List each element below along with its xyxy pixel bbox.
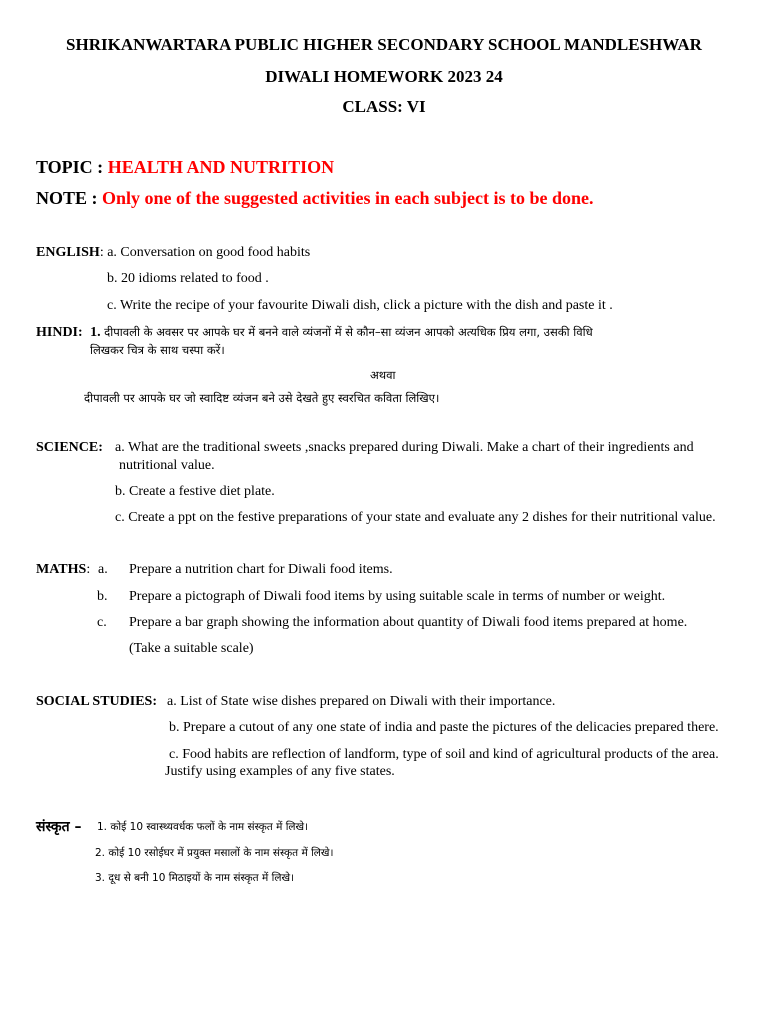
note-value: Only one of the suggested activities in each subject is to be done. xyxy=(102,188,594,208)
hindi-line-3: दीपावली पर आपके घर जो स्वादिष्ट व्यंजन बने उसे देखते हुए स्वरचित कविता लिखिए। xyxy=(84,391,440,405)
topic-label: TOPIC : xyxy=(36,157,104,177)
hindi-line-1: दीपावली के अवसर पर आपके घर में बनने वाले व्यंजनों में से कौन–सा व्यंजन आपको अत्यधिक प्रिय लगा, उसकी विधि xyxy=(104,325,593,339)
english-label: ENGLISH xyxy=(36,245,100,260)
maths-item-b: Prepare a pictograph of Diwali food items by using suitable scale in terms of number or weight. xyxy=(129,589,666,604)
maths-label: MATHS xyxy=(36,562,87,577)
hindi-label: HINDI: xyxy=(36,325,83,340)
social-item-c-cont: Justify using examples of any five states. xyxy=(165,764,395,779)
english-item-c: c. Write the recipe of your favourite Diwali dish, click a picture with the dish and paste it . xyxy=(107,298,613,313)
science-item-a-cont: nutritional value. xyxy=(119,458,215,473)
maths-item-c: Prepare a bar graph showing the information about quantity of Diwali food items prepared at home. xyxy=(129,615,688,630)
english-item-a: : a. Conversation on good food habits xyxy=(99,245,311,260)
science-item-c: c. Create a ppt on the festive preparations of your state and evaluate any 2 dishes for their nutritional value. xyxy=(115,510,716,525)
maths-label-line: MATHS: xyxy=(36,562,91,577)
science-section xyxy=(36,440,103,456)
note-line xyxy=(36,188,594,209)
science-item-a: a. What are the traditional sweets ,snacks prepared during Diwali. Make a chart of their ingredients and xyxy=(115,440,694,455)
class-label: CLASS: VI xyxy=(342,97,426,116)
maths-item-c-letter: c. xyxy=(97,615,107,630)
science-item-b: b. Create a festive diet plate. xyxy=(115,484,275,499)
maths-note: (Take a suitable scale) xyxy=(129,641,254,656)
homework-title: DIWALI HOMEWORK 2023 24 xyxy=(265,67,503,86)
topic-line xyxy=(36,157,334,178)
hindi-or: अथवा xyxy=(370,368,396,382)
english-item-b: b. 20 idioms related to food . xyxy=(107,271,269,286)
sanskrit-label: संस्कृत – xyxy=(36,819,82,835)
maths-item-b-letter: b. xyxy=(97,589,108,604)
hindi-number: 1. xyxy=(90,325,101,340)
hindi-section xyxy=(36,325,593,341)
sanskrit-item-2: 2. कोई 10 रसोईघर में प्रयुक्त मसालों के नाम संस्कृत में लिखे। xyxy=(95,847,334,859)
sanskrit-item-1: 1. कोई 10 स्वास्थ्यवर्धक फलों के नाम संस्कृत में लिखे। xyxy=(97,821,309,833)
social-item-c: c. Food habits are reflection of landform, type of soil and kind of agricultural products of the area. xyxy=(169,747,719,762)
note-label: NOTE : xyxy=(36,188,98,208)
social-item-a: a. List of State wise dishes prepared on Diwali with their importance. xyxy=(167,694,556,709)
english-section xyxy=(36,245,310,261)
topic-value: HEALTH AND NUTRITION xyxy=(107,157,335,177)
maths-item-a: Prepare a nutrition chart for Diwali food items. xyxy=(129,562,393,577)
school-name: SHRIKANWARTARA PUBLIC HIGHER SECONDARY SCHOOL MANDLESHWAR xyxy=(66,35,702,54)
social-item-b: b. Prepare a cutout of any one state of india and paste the pictures of the delicacies prepared there. xyxy=(169,720,719,735)
social-section xyxy=(36,694,157,710)
science-label: SCIENCE: xyxy=(36,440,103,455)
maths-item-a-letter: a. xyxy=(98,562,108,577)
social-label: SOCIAL STUDIES: xyxy=(36,694,157,709)
hindi-line-2: लिखकर चित्र के साथ चस्पा करें। xyxy=(90,343,225,357)
sanskrit-item-3: 3. दूध से बनी 10 मिठाइयों के नाम संस्कृत में लिखे। xyxy=(95,872,295,884)
